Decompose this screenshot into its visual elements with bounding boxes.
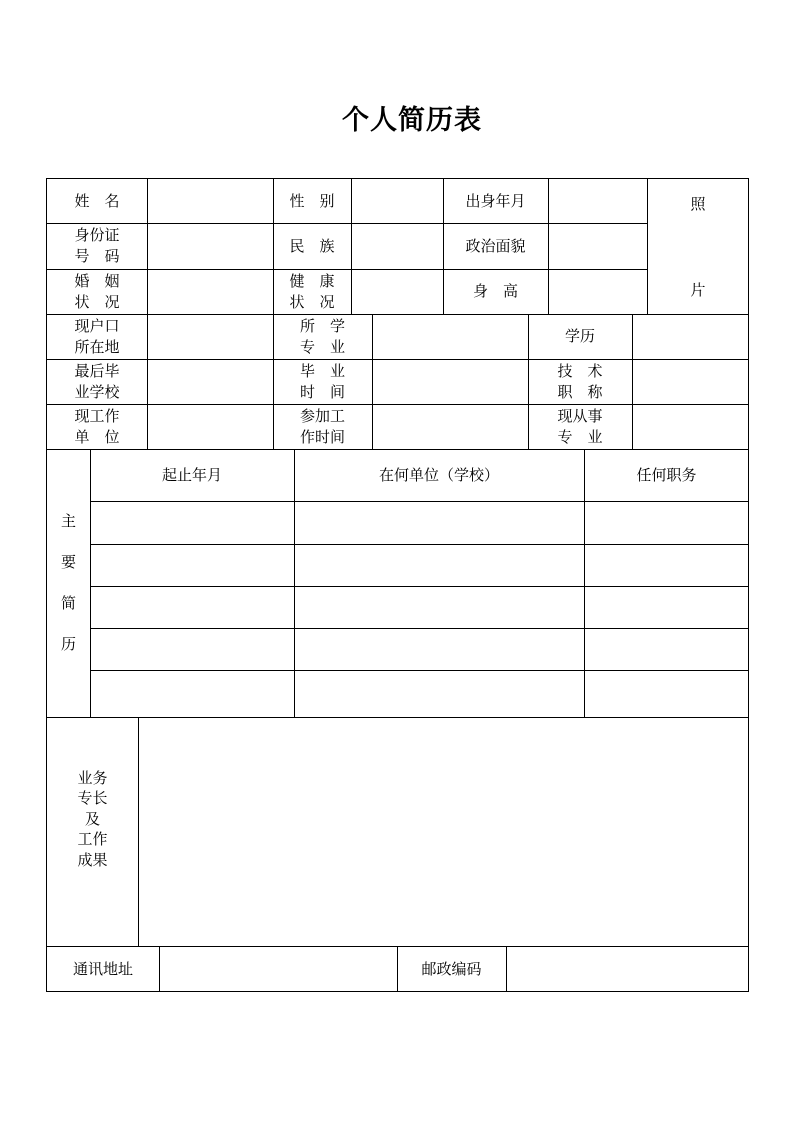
education-field[interactable] xyxy=(633,315,749,358)
resume-position-cell[interactable] xyxy=(585,587,748,627)
current-field-label xyxy=(528,404,632,449)
hukou-label xyxy=(47,314,147,359)
resume-position-cell[interactable] xyxy=(585,671,748,716)
resume-label-char: 主 xyxy=(60,512,76,530)
major-label-line1: 所 学 xyxy=(299,316,345,335)
id-number-label-line1: 身份证 xyxy=(74,226,120,244)
current-field-field[interactable] xyxy=(633,405,749,448)
column-header-period: 起止年月 xyxy=(161,465,222,484)
birth-field[interactable] xyxy=(549,180,646,222)
skills-label-line: 专长 xyxy=(77,789,108,808)
photo-label-bottom: 片 xyxy=(690,280,706,299)
technical-title-field[interactable] xyxy=(633,360,749,403)
hukou-label-line2: 所在地 xyxy=(74,337,120,356)
political-status-label: 政治面貌 xyxy=(465,236,526,255)
id-number-label xyxy=(47,223,147,269)
resume-unit-cell[interactable] xyxy=(295,671,583,716)
work-unit-label xyxy=(47,404,147,449)
skills-achievements-label xyxy=(47,767,138,871)
resume-unit-cell[interactable] xyxy=(295,629,583,669)
technical-title-label-line2: 职 称 xyxy=(557,382,603,401)
id-number-field[interactable] xyxy=(148,224,272,268)
work-unit-field[interactable] xyxy=(148,405,272,448)
resume-period-cell[interactable] xyxy=(91,545,293,585)
resume-section-label xyxy=(47,449,90,717)
ethnicity-label: 民 族 xyxy=(289,236,335,255)
skills-label-line: 业务 xyxy=(77,768,108,787)
resume-period-cell[interactable] xyxy=(91,629,293,669)
resume-position-cell[interactable] xyxy=(585,545,748,585)
resume-label-char: 要 xyxy=(60,553,76,571)
skills-label-line: 成果 xyxy=(77,850,108,869)
photo-label-top: 照 xyxy=(690,194,706,213)
resume-form-table xyxy=(46,178,749,992)
work-unit-label-line2: 单 位 xyxy=(74,427,120,446)
work-start-label-line2: 作时间 xyxy=(299,427,345,446)
health-status-label-line1: 健 康 xyxy=(289,271,335,290)
health-status-label xyxy=(273,269,351,314)
marital-status-label-line2: 状 况 xyxy=(74,292,120,311)
postcode-field[interactable] xyxy=(507,947,749,991)
major-field[interactable] xyxy=(373,315,527,358)
column-header-unit: 在何单位（学校） xyxy=(378,465,499,484)
current-field-label-line2: 专 业 xyxy=(557,427,603,446)
current-field-label-line1: 现从事 xyxy=(557,406,603,425)
height-label: 身 高 xyxy=(472,282,518,300)
resume-unit-cell[interactable] xyxy=(295,587,583,627)
graduation-time-field[interactable] xyxy=(373,360,527,403)
resume-period-cell[interactable] xyxy=(91,502,293,543)
marital-status-label xyxy=(47,269,147,314)
work-start-field[interactable] xyxy=(373,405,527,448)
height-field[interactable] xyxy=(549,270,646,313)
skills-label-line: 工作 xyxy=(77,830,108,849)
graduation-time-label xyxy=(273,359,372,404)
resume-position-cell[interactable] xyxy=(585,629,748,669)
work-unit-label-line1: 现工作 xyxy=(74,406,120,425)
marital-status-label-line1: 婚 姻 xyxy=(74,271,120,290)
work-start-label xyxy=(273,404,372,449)
id-number-label-line2: 号 码 xyxy=(74,247,120,265)
graduate-school-field[interactable] xyxy=(148,360,272,403)
resume-period-cell[interactable] xyxy=(91,587,293,627)
hukou-field[interactable] xyxy=(148,315,272,358)
skills-achievements-field[interactable] xyxy=(139,718,749,945)
major-label-line2: 专 业 xyxy=(299,337,345,356)
form-title: 个人简历表 xyxy=(342,105,482,136)
name-label: 姓 名 xyxy=(74,191,120,210)
skills-label-line: 及 xyxy=(84,809,100,828)
resume-unit-cell[interactable] xyxy=(295,502,583,543)
gender-field[interactable] xyxy=(352,180,442,222)
health-status-field[interactable] xyxy=(352,270,442,313)
graduate-school-label-line2: 业学校 xyxy=(74,382,120,401)
resume-label-char: 简 xyxy=(60,594,76,612)
health-status-label-line2: 状 况 xyxy=(289,292,335,311)
address-label: 通讯地址 xyxy=(72,959,133,978)
technical-title-label-line1: 技 术 xyxy=(557,361,603,380)
marital-status-field[interactable] xyxy=(148,270,272,313)
graduation-time-label-line1: 毕 业 xyxy=(299,361,345,380)
work-start-label-line1: 参加工 xyxy=(299,406,345,425)
address-field[interactable] xyxy=(160,947,396,991)
resume-period-cell[interactable] xyxy=(91,671,293,716)
column-header-position: 任何职务 xyxy=(636,465,697,484)
political-status-field[interactable] xyxy=(549,224,646,268)
postcode-label: 邮政编码 xyxy=(421,959,482,978)
birth-label: 出身年月 xyxy=(465,191,526,210)
name-field[interactable] xyxy=(148,180,272,222)
resume-label-char: 历 xyxy=(60,635,76,653)
ethnicity-field[interactable] xyxy=(352,224,442,268)
education-label: 学历 xyxy=(564,327,595,345)
major-label xyxy=(273,314,372,359)
resume-unit-cell[interactable] xyxy=(295,545,583,585)
graduation-time-label-line2: 时 间 xyxy=(299,382,345,401)
resume-position-cell[interactable] xyxy=(585,502,748,543)
technical-title-label xyxy=(528,359,632,404)
hukou-label-line1: 现户口 xyxy=(74,316,120,335)
graduate-school-label xyxy=(47,359,147,404)
graduate-school-label-line1: 最后毕 xyxy=(74,361,120,380)
gender-label: 性 别 xyxy=(289,191,335,210)
